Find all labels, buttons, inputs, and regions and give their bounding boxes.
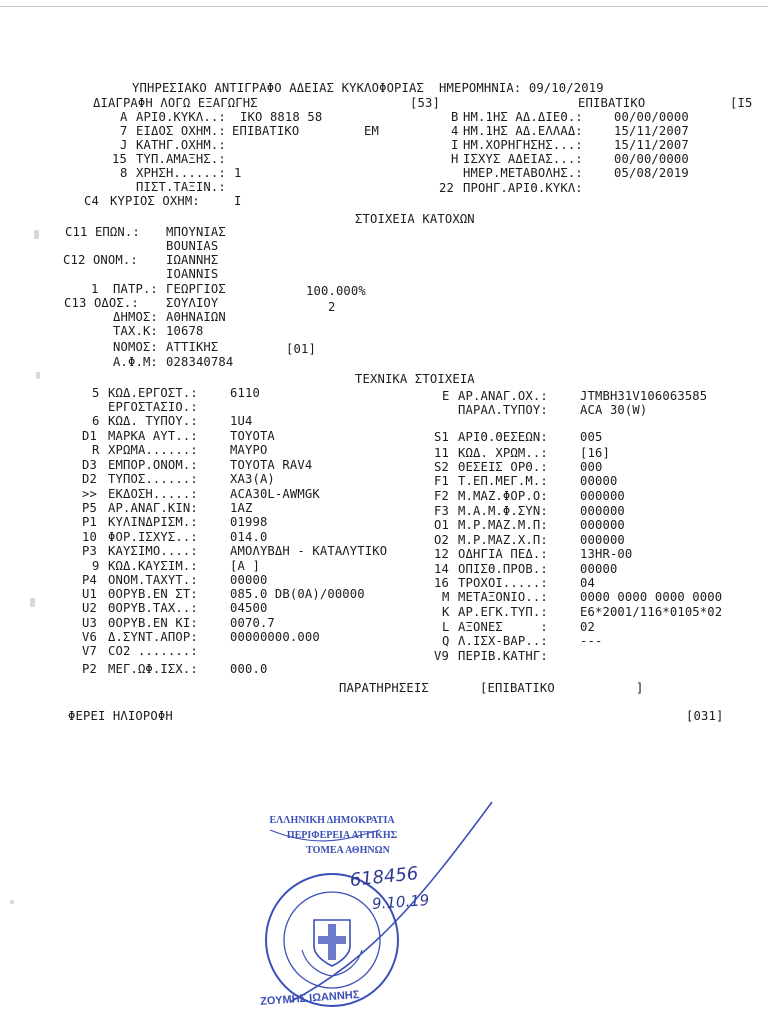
- tech-left-value: ΑΜΟΛΥΒΔΗ - ΚΑΤΑΛΥΤΙΚΟ: [230, 544, 388, 558]
- tech-right-value: 000000: [580, 533, 625, 547]
- tech-right-value: 000000: [580, 489, 625, 503]
- reg-right-value: 15/11/2007: [614, 124, 689, 138]
- tech-left-code: P1: [82, 515, 97, 529]
- tech-left-value: 1AZ: [230, 501, 253, 515]
- tech-right-code: 14: [434, 562, 449, 576]
- tech-right-code: 12: [434, 547, 449, 561]
- tech-left-value: 00000000.000: [230, 630, 320, 644]
- tech-left-label: ΤΥΠΟΣ......:: [108, 472, 198, 486]
- owners-heading: ΣΤΟΙΧΕΙΑ ΚΑΤΟΧΩΝ: [355, 212, 475, 226]
- tech-left-label: ΘΟΡΥΒ.ΕΝ ΣΤ:: [108, 587, 198, 601]
- stamp-line-1: ΕΛΛΗΝΙΚΗ ΔΗΜΟΚΡΑΤΙΑ: [269, 815, 395, 826]
- tech-right-label: Μ.Ρ.ΜΑΖ.Χ.Π:: [458, 533, 548, 547]
- reg-left-code: 8: [120, 166, 128, 180]
- reg-left-label: ΚΥΡΙΟΣ ΟΧΗΜ:: [110, 194, 200, 208]
- tech-left-label: ΦΟΡ.ΙΣΧΥΣ..:: [108, 530, 198, 544]
- owner-afm: 028340784: [166, 355, 234, 369]
- tech-right-label: Λ.ΙΣΧ-ΒΑΡ..:: [458, 634, 548, 648]
- tech-right-code: F3: [434, 504, 449, 518]
- tech-left-value: XA3(A): [230, 472, 275, 486]
- tech-left-label: ΚΑΥΣΙΜΟ....:: [108, 544, 198, 558]
- reg-right-label: ΗΜ.1ΗΣ ΑΔ.ΔΙΕΘ.:: [463, 110, 583, 124]
- tech-left-value: 1U4: [230, 414, 253, 428]
- tech-left-label: ΕΜΠΟΡ.ΟΝΟΜ.:: [108, 458, 198, 472]
- tech-right-value: 02: [580, 620, 595, 634]
- tech-right-label: ΚΩΔ. ΧΡΩΜ..:: [458, 446, 548, 460]
- tech-left-label: ΜΑΡΚΑ ΑΥΤ..:: [108, 429, 198, 443]
- tech-left-label: ΕΚΔΟΣΗ.....:: [108, 487, 198, 501]
- tech-left-label: ΘΟΡΥΒ.ΕΝ ΚΙ:: [108, 616, 198, 630]
- official-stamp: [230, 790, 520, 1010]
- owner-municipality-label: ΔΗΜΟΣ:: [113, 310, 158, 324]
- tech-right-code: L: [442, 620, 450, 634]
- tech-left-code: 6: [92, 414, 100, 428]
- reg-left-code: 15: [112, 152, 127, 166]
- tech-right-code: M: [442, 590, 450, 604]
- reg-left-label: ΧΡΗΣΗ......:: [136, 166, 226, 180]
- owner-father: ΓΕΩΡΓΙΟΣ: [166, 282, 226, 296]
- tech-left-code: U3: [82, 616, 97, 630]
- reg-right-value: 00/00/0000: [614, 110, 689, 124]
- tech-left-label: ΚΩΔ.ΚΑΥΣΙΜ.:: [108, 559, 198, 573]
- tech-right-value: 005: [580, 430, 603, 444]
- owner-name: ΙΩΑΝΝΗΣ: [166, 253, 219, 267]
- tech-left-value: TOYOTA: [230, 429, 275, 443]
- tech-left-label: CO2 .......:: [108, 644, 198, 658]
- reg-left-code: 7: [120, 124, 128, 138]
- handwritten-date: 9.10.19: [371, 890, 430, 913]
- owner-surname: ΜΠΟΥΝΙΑΣ: [166, 225, 226, 239]
- tech-right-code: S1: [434, 430, 449, 444]
- tech-right-label: ΑΡΙΘ.ΘΕΣΕΩΝ:: [458, 430, 548, 444]
- tech-right-label: ΑΡ.ΑΝΑΓ.ΟΧ.:: [458, 389, 548, 403]
- tech-right-value: ACA 30(W): [580, 403, 648, 417]
- tech-right-label: ΤΡΟΧΟΙ.....:: [458, 576, 548, 590]
- remarks-category: [ΕΠΙΒΑΤΙΚΟ: [480, 681, 555, 695]
- stamp-line-2: ΠΕΡΙΦΕΡΕΙΑ ΑΤΤΙΚΗΣ: [286, 830, 398, 841]
- tech-left-code: 5: [92, 386, 100, 400]
- scan-speck: [30, 598, 35, 607]
- owner-street-label: C13 ΟΔΟΣ.:: [64, 296, 139, 310]
- tech-left-value: [A ]: [230, 559, 260, 573]
- reg-left-value: 1: [234, 166, 242, 180]
- owner-street: ΣΟΥΛΙΟΥ: [166, 296, 219, 310]
- scan-speck: [10, 900, 14, 904]
- tech-right-label: ΠΑΡΑΛ.ΤΥΠΟΥ:: [458, 403, 548, 417]
- tech-right-value: JTMBH31V106063585: [580, 389, 708, 403]
- tech-right-code: V9: [434, 649, 449, 663]
- handwritten-number: 618456: [348, 863, 420, 892]
- tech-left-code: 10: [82, 530, 97, 544]
- tech-right-code: 16: [434, 576, 449, 590]
- reg-right-value: 15/11/2007: [614, 138, 689, 152]
- tech-left-value: ΜΑΥΡΟ: [230, 443, 268, 457]
- reg-left-value: I: [234, 194, 242, 208]
- technical-heading: ΤΕΧΝΙΚΑ ΣΤΟΙΧΕΙΑ: [355, 372, 475, 386]
- tech-left-code: V7: [82, 644, 97, 658]
- tech-right-value: 00000: [580, 474, 618, 488]
- tech-left-label: ΑΡ.ΑΝΑΓ.ΚΙΝ:: [108, 501, 198, 515]
- tech-left-code: P2: [82, 662, 97, 676]
- em-code: EM: [364, 124, 379, 138]
- tech-left-code: D1: [82, 429, 97, 443]
- tech-right-code: K: [442, 605, 450, 619]
- reg-right-value: 05/08/2019: [614, 166, 689, 180]
- owner-zip-label: TAX.K:: [113, 324, 158, 338]
- tech-right-value: 000000: [580, 518, 625, 532]
- tech-right-value: E6*2001/116*0105*02: [580, 605, 723, 619]
- tech-left-value: 00000: [230, 573, 268, 587]
- tech-left-label: ΚΩΔ. ΤΥΠΟΥ.:: [108, 414, 198, 428]
- remarks-code: [031]: [686, 709, 724, 723]
- owner-father-label: ΠΑΤΡ.:: [113, 282, 158, 296]
- owner-name-latin: IOANNIS: [166, 267, 219, 281]
- reg-left-label: ΚΑΤΗΓ.ΟΧΗΜ.:: [136, 138, 226, 152]
- owner-street-number: 2: [328, 300, 336, 314]
- reg-left-label: ΑΡΙΘ.ΚΥΚΛ..:: [136, 110, 226, 124]
- tech-left-code: P3: [82, 544, 97, 558]
- tech-left-value: TOYOTA RAV4: [230, 458, 313, 472]
- tech-right-code: Q: [442, 634, 450, 648]
- tech-left-label: ΧΡΩΜΑ......:: [108, 443, 198, 457]
- tech-left-value: 000.0: [230, 662, 268, 676]
- reg-left-code: J: [120, 138, 128, 152]
- signature-name: ΖΟΥΜΗΣ ΙΩΑΝΝΗΣ: [259, 988, 360, 1008]
- tech-right-label: ΘΕΣΕΙΣ ΟΡΘ.:: [458, 460, 548, 474]
- code-53: [53]: [410, 96, 440, 110]
- tech-right-code: F1: [434, 474, 449, 488]
- tech-left-value: ACA30L-AWMGK: [230, 487, 320, 501]
- tech-left-value: 01998: [230, 515, 268, 529]
- tech-right-value: 000: [580, 460, 603, 474]
- tech-left-value: 6110: [230, 386, 260, 400]
- tech-right-label: ΑΡ.ΕΓΚ.ΤΥΠ.:: [458, 605, 548, 619]
- reg-right-code: 22: [439, 181, 454, 195]
- tech-left-value: 04500: [230, 601, 268, 615]
- tech-left-label: Δ.ΣΥΝΤ.ΑΠΟΡ:: [108, 630, 198, 644]
- reg-left-value: IKO 8818 58: [240, 110, 323, 124]
- reg-left-value: ΕΠΙΒΑΤΙΚΟ: [232, 124, 300, 138]
- tech-right-label: Μ.Ρ.ΜΑΖ.Μ.Π:: [458, 518, 548, 532]
- tech-right-value: 0000 0000 0000 0000: [580, 590, 723, 604]
- scan-speck: [36, 372, 40, 379]
- tech-right-label: Μ.Α.Μ.Φ.ΣΥΝ:: [458, 504, 548, 518]
- tech-left-label: ΜΕΓ.ΩΦ.ΙΣΧ.:: [108, 662, 198, 676]
- reg-right-label: ΗΜΕΡ.ΜΕΤΑΒΟΛΗΣ.:: [463, 166, 583, 180]
- tech-right-label: ΟΠΙΣΘ.ΠΡΟΒ.:: [458, 562, 548, 576]
- tech-right-label: Μ.ΜΑΖ.ΦΟΡ.Ο:: [458, 489, 548, 503]
- owner-prefecture-label: ΝΟΜΟΣ:: [113, 340, 158, 354]
- tech-left-code: U2: [82, 601, 97, 615]
- stamp-line-3: ΤΟΜΕΑ ΑΘΗΝΩΝ: [306, 845, 390, 856]
- reg-right-value: 00/00/0000: [614, 152, 689, 166]
- reg-left-label: ΤΥΠ.ΑΜΑΞΗΣ.:: [136, 152, 226, 166]
- owner-prefecture: ΑΤΤΙΚΗΣ: [166, 340, 219, 354]
- code-15: [I5: [730, 96, 753, 110]
- tech-left-label: ΘΟΡΥΒ.ΤΑΧ..:: [108, 601, 198, 615]
- tech-left-code: D3: [82, 458, 97, 472]
- tech-right-value: ---: [580, 634, 603, 648]
- tech-left-code: P4: [82, 573, 97, 587]
- tech-right-label: ΟΔΗΓΙΑ ΠΕΔ.:: [458, 547, 548, 561]
- scan-speck: [34, 230, 39, 239]
- tech-right-code: E: [442, 389, 450, 403]
- tech-right-label: Τ.ΕΠ.ΜΕΓ.Μ.:: [458, 474, 548, 488]
- remarks-text: ΦΕΡΕΙ ΗΛΙΟΡΟΦΗ: [68, 709, 173, 723]
- tech-left-value: 014.0: [230, 530, 268, 544]
- page-top-edge: [0, 6, 768, 7]
- tech-right-code: S2: [434, 460, 449, 474]
- document-title: ΥΠΗΡΕΣΙΑΚΟ ΑΝΤΙΓΡΑΦΟ ΑΔΕΙΑΣ ΚΥΚΛΟΦΟΡΙΑΣ ΗΜΕΡΟΜΗΝΙΑ: 09/10/2019: [132, 81, 604, 95]
- tech-right-value: 13HR-00: [580, 547, 633, 561]
- tech-right-code: 11: [434, 446, 449, 460]
- tech-left-code: 9: [92, 559, 100, 573]
- tech-right-value: 00000: [580, 562, 618, 576]
- reg-right-label: ΗΜ.1ΗΣ ΑΔ.ΕΛΛΑΔ:: [463, 124, 583, 138]
- tech-right-value: 04: [580, 576, 595, 590]
- tech-right-value: [16]: [580, 446, 610, 460]
- owner-surname-label: C11 ΕΠΩΝ.:: [65, 225, 140, 239]
- remarks-label: ΠΑΡΑΤΗΡΗΣΕΙΣ: [339, 681, 429, 695]
- vehicle-category: ΕΠΙΒΑΤΙΚΟ: [578, 96, 646, 110]
- owner-zip: 10678: [166, 324, 204, 338]
- reg-left-label: ΕΙΔΟΣ ΟΧΗΜ.:: [136, 124, 226, 138]
- reg-right-code: 4: [451, 124, 459, 138]
- tech-left-label: ΕΡΓΟΣΤΑΣΙΟ.:: [108, 400, 198, 414]
- owner-prefecture-code: [01]: [286, 342, 316, 356]
- reg-left-label: ΠΙΣΤ.ΤΑΞΙΝ.:: [136, 180, 226, 194]
- owner-number: 1: [91, 282, 99, 296]
- tech-right-code: F2: [434, 489, 449, 503]
- tech-left-code: R: [92, 443, 100, 457]
- tech-left-code: V6: [82, 630, 97, 644]
- tech-left-label: ΟΝΟΜ.ΤΑΧΥΤ.:: [108, 573, 198, 587]
- tech-left-value: 085.0 DB(0A)/00000: [230, 587, 365, 601]
- tech-left-label: ΚΩΔ.ΕΡΓΟΣΤ.:: [108, 386, 198, 400]
- reg-right-code: H: [451, 152, 459, 166]
- tech-right-label: ΑΞΟΝΕΣ :: [458, 620, 548, 634]
- tech-right-code: O2: [434, 533, 449, 547]
- deletion-reason: ΔΙΑΓΡΑΦΗ ΛΟΓΩ ΕΞΑΓΩΓΗΣ: [93, 96, 258, 110]
- reg-left-code: C4: [84, 194, 99, 208]
- reg-right-code: I: [451, 138, 459, 152]
- owner-surname-latin: BOUNIAS: [166, 239, 219, 253]
- owner-afm-label: Α.Φ.Μ:: [113, 355, 158, 369]
- reg-left-code: A: [120, 110, 128, 124]
- remarks-close-bracket: ]: [636, 681, 644, 695]
- coat-of-arms-icon: [302, 920, 362, 976]
- tech-left-code: >>: [82, 487, 97, 501]
- tech-left-code: P5: [82, 501, 97, 515]
- owner-municipality: ΑΘΗΝΑΙΩΝ: [166, 310, 226, 324]
- tech-left-value: 0070.7: [230, 616, 275, 630]
- owner-name-label: C12 ΟΝΟΜ.:: [63, 253, 138, 267]
- tech-right-label: ΜΕΤΑΞΟΝΙΟ..:: [458, 590, 548, 604]
- tech-right-code: O1: [434, 518, 449, 532]
- tech-right-label: ΠΕΡΙΒ.ΚΑΤΗΓ:: [458, 649, 548, 663]
- tech-left-code: D2: [82, 472, 97, 486]
- tech-right-value: 000000: [580, 504, 625, 518]
- owner-share: 100.000%: [306, 284, 366, 298]
- reg-right-code: B: [451, 110, 459, 124]
- reg-right-label: ΙΣΧΥΣ ΑΔΕΙΑΣ...:: [463, 152, 583, 166]
- tech-left-label: ΚΥΛΙΝΔΡΙΣΜ.:: [108, 515, 198, 529]
- reg-right-label: ΠΡΟΗΓ.ΑΡΙΘ.ΚΥΚΛ:: [463, 181, 583, 195]
- tech-left-code: U1: [82, 587, 97, 601]
- reg-right-label: ΗΜ.ΧΟΡΗΓΗΣΗΣ...:: [463, 138, 583, 152]
